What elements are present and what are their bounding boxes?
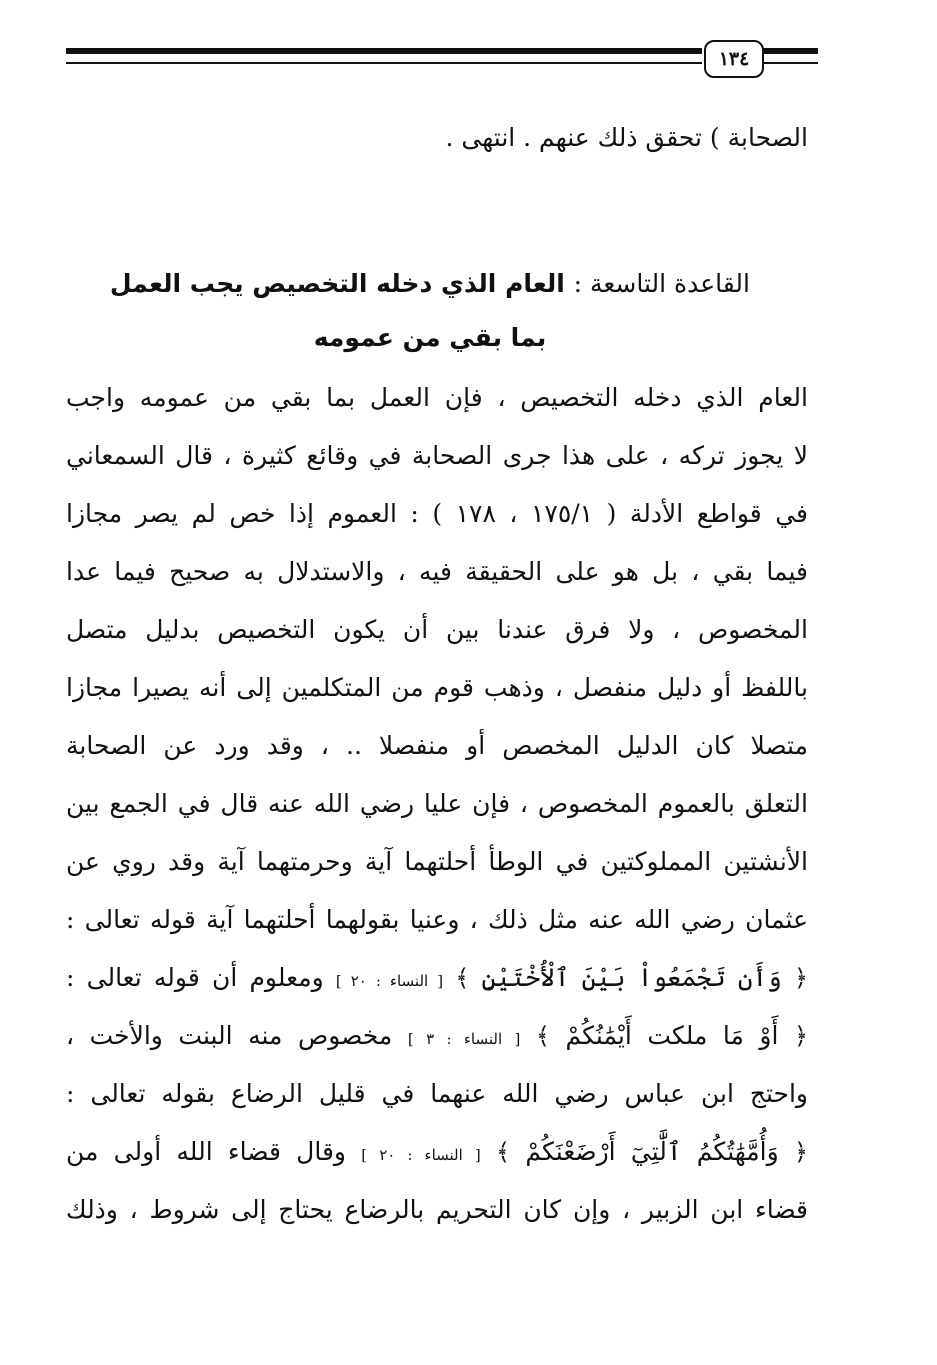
paragraph-line: الأنشتين المملوكتين في الوطأ أحلتهما آية وحرمتهما آية وقد روي عن (66, 847, 808, 876)
paragraph-line: باللفظ أو دليل منفصل ، وذهب قوم من المتكلمين إلى أنه يصيرا مجازا (66, 673, 808, 702)
page-header (66, 40, 818, 84)
page-number: ١٣٤ (704, 40, 764, 78)
verse-line (66, 1016, 808, 1056)
header-rule-thin-right (762, 62, 818, 64)
rule-heading-title: العام الذي دخله التخصيص يجب العمل (109, 269, 565, 298)
quran-open-bracket: ﴿ (794, 964, 809, 992)
paragraph-line: في قواطع الأدلة ( ١٧٥/١ ، ١٧٨ ) : العموم إذا خص لم يصر مجازا (66, 499, 809, 528)
quran-close-bracket: ﴾ (535, 1022, 550, 1050)
header-rule-thick (66, 48, 702, 54)
verse-reference: [ النساء : ٣ ] (407, 1030, 521, 1048)
paragraph-line: فيما بقي ، بل هو على الحقيقة فيه ، والاستدلال به صحيح فيما عدا (66, 557, 808, 586)
verse-line (66, 1132, 808, 1172)
paragraph-line: المخصوص ، ولا فرق عندنا بين أن يكون التخصيص بدليل متصل (66, 615, 808, 644)
quran-verse: وَأَن تَجْمَعُواْ بَيْنَ ٱلْأُخْتَيْنِ (481, 963, 782, 992)
verse-line-text: ومعلوم أن قوله تعالى : (66, 963, 324, 992)
verse-line (66, 958, 808, 998)
paragraph-line: متصلا كان الدليل المخصص أو منفصلا .. ، وقد ورد عن الصحابة (66, 731, 808, 760)
verse-line-text: وقال قضاء الله أولى من (66, 1137, 346, 1166)
paragraph-line: التعلق بالعموم المخصوص ، فإن عليا رضي الله عنه قال في الجمع بين (66, 789, 808, 818)
quran-open-bracket: ﴿ (793, 1022, 809, 1050)
rule-heading-label: القاعدة التاسعة : (573, 269, 750, 298)
paragraph-line: العام الذي دخله التخصيص ، فإن العمل بما بقي من عمومه واجب (66, 383, 808, 412)
paragraph-line: عثمان رضي الله عنه مثل ذلك ، وعنيا بقولهما أحلتهما آية قوله تعالى : (66, 905, 808, 934)
quran-verse: أَوْ مَا ملكت أَيْمَٰنُكُمْ (565, 1021, 779, 1050)
rule-heading-line-1 (110, 264, 750, 304)
quran-open-bracket: ﴿ (793, 1138, 809, 1166)
verse-reference: [ النساء : ٢٠ ] (361, 1146, 481, 1164)
paragraph-line: لا يجوز تركه ، على هذا جرى الصحابة في وقائع كثيرة ، قال السمعاني (66, 441, 808, 470)
paragraph-line: قضاء ابن الزبير ، وإن كان التحريم بالرضاع يحتاج إلى شروط ، وذلك (66, 1195, 808, 1224)
header-rule-thick-right (762, 48, 818, 54)
quran-close-bracket: ﴾ (496, 1138, 511, 1166)
quran-close-bracket: ﴾ (455, 964, 470, 992)
verse-reference: [ النساء : ٢٠ ] (335, 972, 444, 990)
rule-heading-title-continued: بما بقي من عمومه (313, 323, 547, 352)
continuation-line: الصحابة ) تحقق ذلك عنهم . انتهى . (445, 123, 808, 152)
rule-heading-line-2 (110, 318, 750, 358)
paragraph-line: واحتج ابن عباس رضي الله عنهما في قليل الرضاع بقوله تعالى : (66, 1079, 808, 1108)
quran-verse: وَأُمَّهَٰتُكُمُ ٱلَّٰتِيٓ أَرْضَعْنَكُمْ (525, 1137, 779, 1166)
header-rule-thin (66, 62, 702, 64)
verse-line-text: مخصوص منه البنت والأخت ، (66, 1021, 393, 1050)
